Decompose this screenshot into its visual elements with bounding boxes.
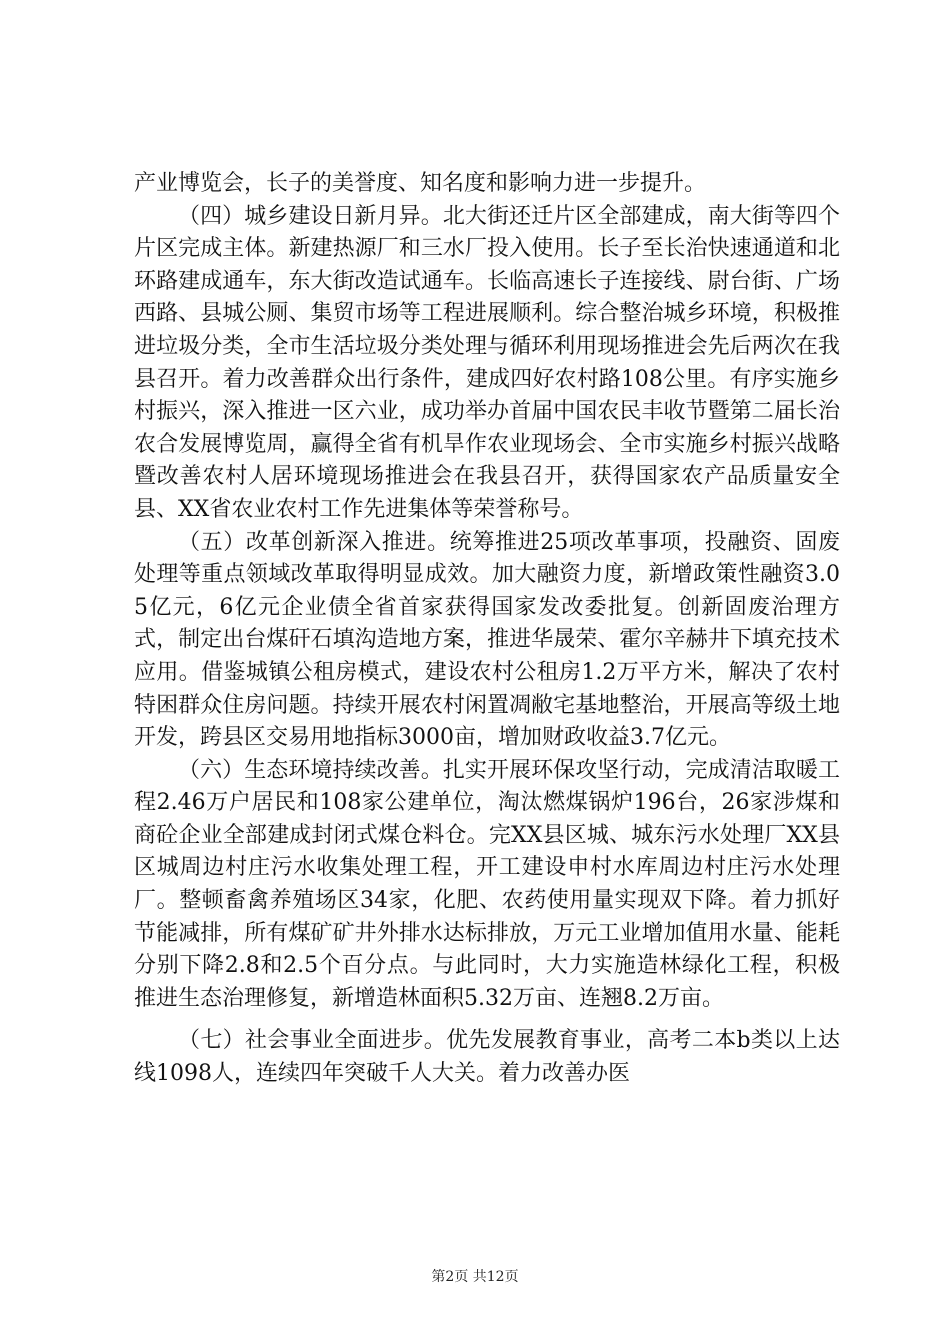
page-footer xyxy=(0,1266,950,1286)
paragraph-reform-innovation: （五）改革创新深入推进。统筹推进25项改革事项，投融资、固废处理等重点领域改革取得明显成效。加大融资力度，新增政策性融资3.05亿元，6亿元企业债全省首家获得国家发改委批复。创新固废治理方式，制定出台煤矸石填沟造地方案，推进华晟荣、霍尔辛赫井下填充技术应用。借鉴城镇公租房模式，建设农村公租房1.2万平方米，解决了农村特困群众住房问题。持续开展农村闲置凋敝宅基地整治，开展高等级土地开发，跨县区交易用地指标3000亩，增加财政收益3.7亿元。 xyxy=(134,529,840,751)
paragraph-urban-rural-construction: （四）城乡建设日新月异。北大街还迁片区全部建成，南大街等四个片区完成主体。新建热源厂和三水厂投入使用。长子至长治快速通道和北环路建成通车，东大街改造试通车。长临高速长子连接线、尉台街、广场西路、县城公厕、集贸市场等工程进展顺利。综合整治城乡环境，积极推进垃圾分类，全市生活垃圾分类处理与循环利用现场推进会先后两次在我县召开。着力改善群众出行条件，建成四好农村路108公里。有序实施乡村振兴，深入推进一区六业，成功举办首届中国农民丰收节暨第二届长治农合发展博览周，赢得全省有机旱作农业现场会、全市实施乡村振兴战略暨改善农村人居环境现场推进会在我县召开，获得国家农产品质量安全县、XX省农业农村工作先进集体等荣誉称号。 xyxy=(134,203,840,522)
paragraph-social-undertakings: （七）社会事业全面进步。优先发展教育事业，高考二本b类以上达线1098人，连续四年突破千人大关。着力改善办医 xyxy=(134,1028,840,1087)
paragraph-continuation: 产业博览会，长子的美誉度、知名度和影响力进一步提升。 xyxy=(134,171,707,196)
document-body xyxy=(134,168,840,1091)
page-number-label: 第2页 共12页 xyxy=(431,1269,519,1285)
paragraph-ecological-environment: （六）生态环境持续改善。扎实开展环保攻坚行动，完成清洁取暖工程2.46万户居民和108家公建单位，淘汰燃煤锅炉196台，26家涉煤和商砼企业全部建成封闭式煤仓料仓。完XX县区城、城东污水处理厂XX县区城周边村庄污水收集处理工程，开工建设申村水库周边村庄污水处理厂。整顿畜禽养殖场区34家，化肥、农药使用量实现双下降。着力抓好节能减排，所有煤矿矿井外排水达标排放，万元工业增加值用水量、能耗分别下降2.8和2.5个百分点。与此同时，大力实施造林绿化工程，积极推进生态治理修复，新增造林面积5.32万亩、连翘8.2万亩。 xyxy=(134,757,840,1011)
